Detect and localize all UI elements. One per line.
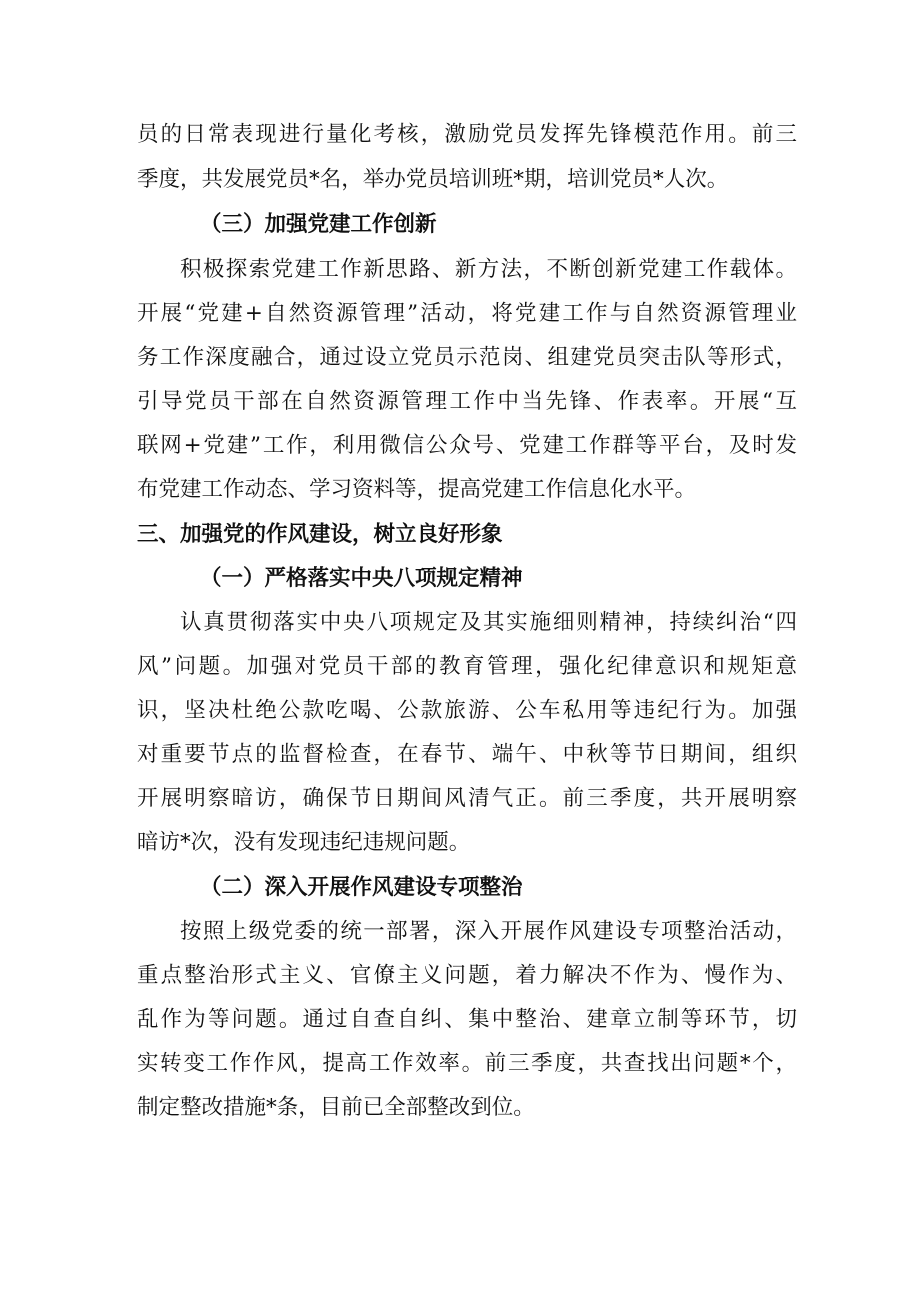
paragraph-line: 乱作为等问题。通过自查自纠、集中整治、建章立制等环节，切	[137, 1007, 797, 1032]
paragraph-line: 务工作深度融合，通过设立党员示范岗、组建党员突击队等形式，	[137, 345, 797, 370]
paragraph-line: 开展明察暗访，确保节日期间风清气正。前三季度，共开展明察	[137, 786, 797, 811]
paragraph-line: 联网+党建”工作，利用微信公众号、党建工作群等平台，及时发	[137, 433, 797, 458]
paragraph-line: 布党建工作动态、学习资料等，提高党建工作信息化水平。	[137, 477, 697, 502]
section-heading: 三、加强党的作风建设，树立良好形象	[137, 522, 503, 547]
paragraph-line: 季度，共发展党员*名，举办党员培训班*期，培训党员*人次。	[137, 167, 729, 192]
paragraph-line: 引导党员干部在自然资源管理工作中当先锋、作表率。开展“互	[137, 389, 797, 414]
paragraph-line: 对重要节点的监督检查，在春节、端午、中秋等节日期间，组织	[137, 742, 797, 767]
paragraph-line: 制定整改措施*条，目前已全部整改到位。	[137, 1095, 535, 1120]
paragraph-line: 重点整治形式主义、官僚主义问题，着力解决不作为、慢作为、	[137, 963, 797, 988]
section-subheading: （二）深入开展作风建设专项整治	[200, 875, 523, 900]
paragraph-line: 风”问题。加强对党员干部的教育管理，强化纪律意识和规矩意	[137, 654, 797, 679]
paragraph-line: 暗访*次，没有发现违纪违规问题。	[137, 830, 471, 855]
paragraph-line: 积极探索党建工作新思路、新方法，不断创新党建工作载体。	[180, 257, 797, 282]
paragraph-line: 员的日常表现进行量化考核，激励党员发挥先锋模范作用。前三	[137, 122, 797, 147]
paragraph-line: 按照上级党委的统一部署，深入开展作风建设专项整治活动，	[180, 919, 797, 944]
paragraph-line: 识，坚决杜绝公款吃喝、公款旅游、公车私用等违纪行为。加强	[137, 698, 797, 723]
paragraph-line: 实转变工作作风，提高工作效率。前三季度，共查找出问题*个，	[137, 1051, 797, 1076]
paragraph-line: 开展“党建+自然资源管理”活动，将党建工作与自然资源管理业	[137, 301, 797, 326]
section-subheading: （一）严格落实中央八项规定精神	[200, 566, 523, 591]
section-subheading: （三）加强党建工作创新	[200, 212, 437, 237]
paragraph-line: 认真贯彻落实中央八项规定及其实施细则精神，持续纠治“四	[180, 610, 797, 635]
